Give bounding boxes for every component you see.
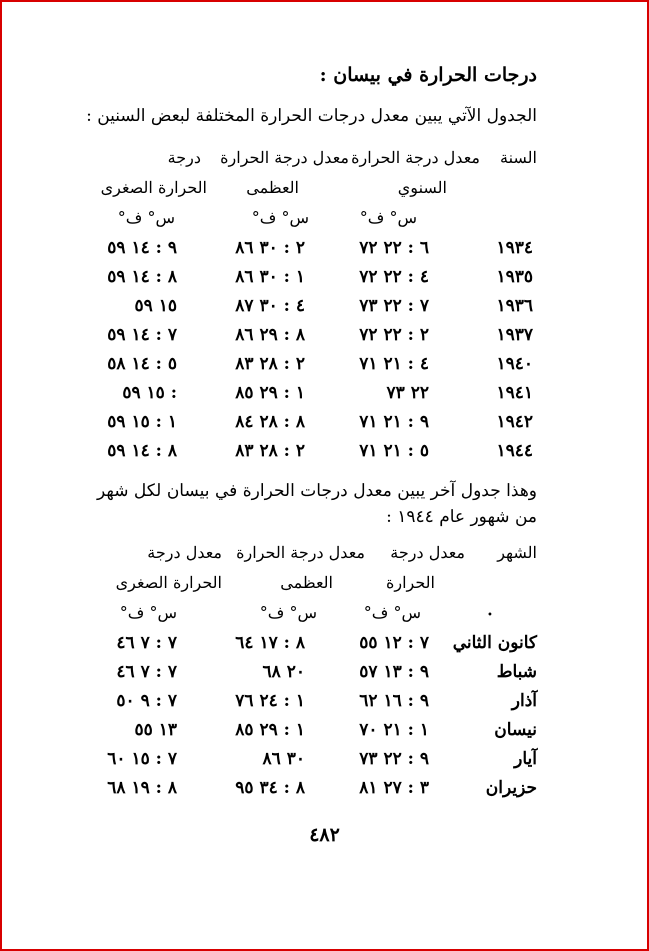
min-cell: ٥ : ١٤ ٥٨ (107, 354, 177, 374)
year-cell: ١٩٣٦ (496, 296, 533, 316)
month-cell: شباط (496, 662, 537, 682)
max-cell: ٨ : ٢٨ ٨٤ (235, 412, 305, 432)
table1-header-max: معدل درجة الحرارة (220, 148, 349, 167)
avg-cell: ٣ : ٢٧ ٨١ (359, 778, 429, 798)
annual-cell: ٦ : ٢٢ ٧٢ (359, 238, 429, 258)
max-cell: ٨ : ٢٩ ٨٦ (235, 325, 305, 345)
month-cell: نيسان (494, 720, 537, 740)
max-cell: ٨ : ٣٤ ٩٥ (235, 778, 305, 798)
avg-cell: ٩ : ٢٢ ٧٣ (359, 749, 429, 769)
min-cell: : ١٥ ٥٩ (122, 383, 177, 403)
annual-cell: ٥ : ٢١ ٧١ (359, 441, 429, 461)
table2-header-max: معدل درجة الحرارة (236, 543, 365, 562)
page-heading: درجات الحرارة في بيسان : (319, 64, 537, 86)
max-cell: ١ : ٢٩ ٨٥ (235, 383, 305, 403)
max-cell: ٨ : ١٧ ٦٤ (235, 633, 305, 653)
max-cell: ١ : ٢٩ ٨٥ (235, 720, 305, 740)
min-cell: ٧ : ١٤ ٥٩ (107, 325, 177, 345)
min-cell: ٩ : ١٤ ٥٩ (107, 238, 177, 258)
intro-paragraph-2: وهذا جدول آخر يبين معدل درجات الحرارة في بيسان لكل شهر من شهور عام ١٩٤٤ : (97, 481, 537, 527)
annual-cell: ٩ : ٢١ ٧١ (359, 412, 429, 432)
min-cell: ٨ : ١٩ ٦٨ (107, 778, 177, 798)
min-cell: ١٥ ٥٩ (134, 296, 177, 316)
max-cell: ٢ : ٢٨ ٨٣ (235, 354, 305, 374)
avg-cell: ٩ : ١٣ ٥٧ (359, 662, 429, 682)
avg-cell: ٩ : ١٦ ٦٢ (359, 691, 429, 711)
annual-cell: ٢٢ ٧٣ (386, 383, 429, 403)
min-cell: ٧ : ١٥ ٦٠ (107, 749, 177, 769)
max-cell: ٣٠ ٨٦ (262, 749, 305, 769)
avg-cell: ١ : ٢١ ٧٠ (359, 720, 429, 740)
year-cell: ١٩٣٧ (496, 325, 533, 345)
annual-cell: ٤ : ٢٢ ٧٢ (359, 267, 429, 287)
table2-header-max-2: العظمى (280, 573, 333, 592)
page-number: ٤٨٢ (309, 824, 340, 846)
year-cell: ١٩٤١ (496, 383, 533, 403)
table2-unit-min: س° ف° (119, 603, 177, 622)
stray-mark: • (487, 610, 493, 621)
table1-unit-annual: س° ف° (359, 208, 417, 227)
year-cell: ١٩٣٤ (496, 238, 533, 258)
min-cell: ١ : ١٥ ٥٩ (107, 412, 177, 432)
max-cell: ١ : ٢٤ ٧٦ (235, 691, 305, 711)
avg-cell: ٧ : ١٢ ٥٥ (359, 633, 429, 653)
month-cell: آذار (511, 691, 537, 711)
annual-cell: ٧ : ٢٢ ٧٣ (359, 296, 429, 316)
month-cell: حزيران (485, 778, 537, 798)
table2-unit-avg: س° ف° (363, 603, 421, 622)
max-cell: ٢ : ٢٨ ٨٣ (235, 441, 305, 461)
table1-unit-max: س° ف° (251, 208, 309, 227)
table1-header-year: السنة (500, 148, 537, 167)
month-cell: آيار (514, 749, 537, 769)
table2-unit-max: س° ف° (259, 603, 317, 622)
annual-cell: ٤ : ٢١ ٧١ (359, 354, 429, 374)
year-cell: ١٩٤٢ (496, 412, 533, 432)
min-cell: ١٣ ٥٥ (134, 720, 177, 740)
max-cell: ٢ : ٣٠ ٨٦ (235, 238, 305, 258)
table1-header-min-2: الحرارة الصغرى (100, 178, 207, 197)
table2-header-min: معدل درجة (147, 543, 222, 562)
table2-header-avg: معدل درجة (390, 543, 465, 562)
table1-header-min: درجة (167, 148, 201, 167)
min-cell: ٧ : ٧ ٤٦ (116, 662, 177, 682)
min-cell: ٨ : ١٤ ٥٩ (107, 441, 177, 461)
min-cell: ٧ : ٩ ٥٠ (116, 691, 177, 711)
table1-header-annual: معدل درجة الحرارة (351, 148, 480, 167)
max-cell: ١ : ٣٠ ٨٦ (235, 267, 305, 287)
annual-cell: ٢ : ٢٢ ٧٢ (359, 325, 429, 345)
min-cell: ٧ : ٧ ٤٦ (116, 633, 177, 653)
month-cell: كانون الثاني (452, 633, 537, 653)
year-cell: ١٩٤٠ (496, 354, 533, 374)
intro-line-1: الجدول الآتي يبين معدل درجات الحرارة المختلفة لبعض السنين : (86, 106, 537, 126)
table2-header-avg-2: الحرارة (385, 573, 435, 592)
year-cell: ١٩٤٤ (496, 441, 533, 461)
table1-header-max-2: العظمى (246, 178, 299, 197)
year-cell: ١٩٣٥ (496, 267, 533, 287)
table2-header-min-2: الحرارة الصغرى (115, 573, 222, 592)
table1-header-annual-2: السنوي (397, 178, 447, 197)
table2-header-month: الشهر (497, 543, 537, 562)
max-cell: ٢٠ ٦٨ (262, 662, 305, 682)
max-cell: ٤ : ٣٠ ٨٧ (235, 296, 305, 316)
min-cell: ٨ : ١٤ ٥٩ (107, 267, 177, 287)
table1-unit-min: س° ف° (117, 208, 175, 227)
